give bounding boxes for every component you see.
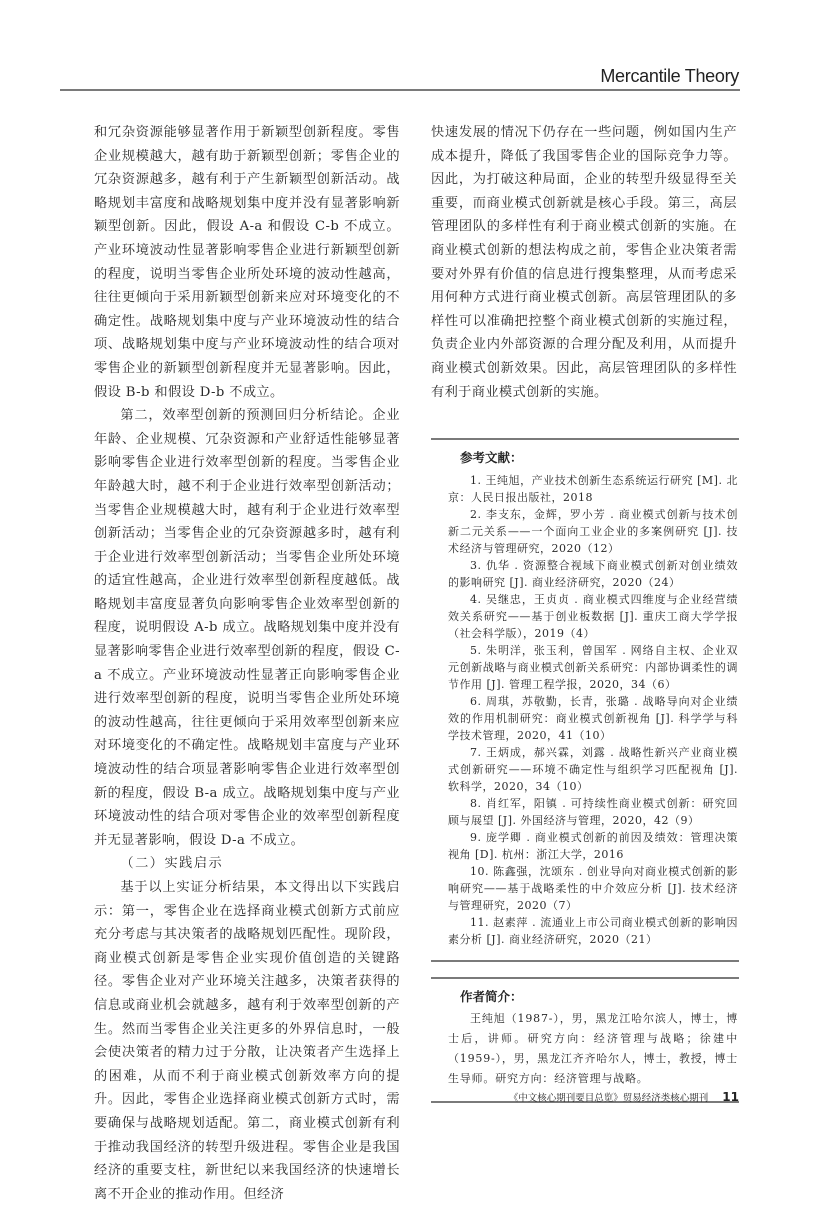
body-paragraph: 基于以上实证分析结果，本文得出以下实践启示：第一，零售企业在选择商业模式创新方式前应充分考虑与其决策者的战略规划匹配性。现阶段，商业模式创新是零售企业实现价值创造的关键路径。零售企业对产业环境关注越多，决策者获得的信息或商业机会就越多，越有利于效率型创新的产生。然而当零售企业关注更多的外界信息时，一般会使决策者的精力过于分散，让决策者产生选择上的困难，从而不利于商业模式创新效率方向的提升。因此，零售企业选择商业模式创新方式时，需要确保与战略规划适配。第二，商业模式创新有利于推动我国经济的转型升级进程。零售企业是我国经济的重要支柱，新世纪以来我国经济的快速增长离不开企业的推动作用。但经济: [94, 880, 400, 1202]
body-paragraph: 第二，效率型创新的预测回归分析结论。企业年龄、企业规模、冗杂资源和产业舒适性能够显著影响零售企业进行效率型创新的程度。当零售企业年龄越大时，越不利于企业进行效率型创新活动；当零售企业规模越大时，越有利于企业进行效率型创新活动；当零售企业的冗杂资源越多时，越有利于企业进行效率型创新活动；当零售企业所处环境的适宜性越高，企业进行效率型创新程度越低。战略规划丰富度显著负向影响零售企业效率型创新的程度，说明假设 A-b 成立。战略规划集中度并没有显著影响零售企业进行效率型创新的程度，假设 C-a 不成立。产业环境波动性显著正向影响零售企业进行效率型创新的程度，说明当零售企业所处环境的波动性越高，往往更倾向于采用效率型创新来应对环境变化的不确定性。战略规划丰富度与产业环境波动性的结合项显著影响零售企业进行效率型创新的程度，假设 B-a 成立。战略规划集中度与产业环境波动性的结合项对零售企业的效率型创新程度并无显著影响，假设 D-a 不成立。: [94, 408, 400, 848]
right-column: [431, 121, 739, 1103]
author-bio: [448, 1009, 738, 1089]
reference-item: 8. 肖红军，阳镇 . 可持续性商业模式创新：研究回顾与展望 [J]. 外国经济与管理，2020，42（9）: [448, 797, 738, 828]
reference-item: 3. 仇华 . 资源整合视域下商业模式创新对创业绩效的影响研究 [J]. 商业经济研究，2020（24）: [448, 559, 738, 590]
reference-item: 1. 王纯旭，产业技术创新生态系统运行研究 [M]. 北京：人民日报出版社，2018: [448, 474, 738, 505]
body-paragraph: 和冗杂资源能够显著作用于新颖型创新程度。零售企业规模越大，越有助于新颖型创新；零售企业的冗杂资源越多，越有利于产生新颖型创新活动。战略规划丰富度和战略规划集中度并没有显著影响新颖型创新。因此，假设 A-a 和假设 C-b 不成立。产业环境波动性显著影响零售企业进行新颖型创新的程度，说明当零售企业所处环境的波动性越高，往往更倾向于采用新颖型创新来应对环境变化的不确定性。战略规划集中度与产业环境波动性的结合项、战略规划集中度与产业环境波动性的结合项对零售企业的新颖型创新程度并无显著影响。因此，假设 B-b 和假设 D-b 不成立。: [94, 125, 400, 400]
footer-journal: 《中文核心期刊要目总览》贸易经济类核心期刊: [508, 1093, 709, 1104]
left-column: [94, 121, 400, 1206]
reference-item: 5. 朱明洋，张玉利，曾国军 . 网络自主权、企业双元创新战略与商业模式创新关系研究：内部协调柔性的调节作用 [J]. 管理工程学报，2020，34（6）: [448, 644, 738, 692]
header-rule: [60, 89, 740, 91]
references-bottom-rule: [431, 960, 739, 962]
references-list: [448, 472, 738, 948]
right-body: [431, 121, 737, 404]
reference-item: 4. 吴继忠，王贞贞 . 商业模式四维度与企业经营绩效关系研究——基于创业板数据 [J]. 重庆工商大学学报（社会科学版），2019（4）: [448, 593, 738, 641]
author-bio-title: 作者简介：: [460, 989, 523, 1005]
references-top-rule: [431, 438, 739, 440]
reference-item: 9. 庞学卿 . 商业模式创新的前因及绩效：管理决策视角 [D]. 杭州：浙江大学，2016: [448, 831, 738, 862]
page-number: 11: [722, 1090, 739, 1104]
section-subheading: （二）实践启示: [120, 856, 224, 872]
running-header-title: Mercantile Theory: [600, 66, 739, 86]
references-title: 参考文献：: [460, 450, 523, 466]
reference-item: 2. 李支东，金辉，罗小芳 . 商业模式创新与技术创新二元关系——一个面向工业企业的多案例研究 [J]. 技术经济与管理研究，2020（12）: [448, 508, 738, 556]
bio-top-rule: [431, 977, 739, 979]
reference-item: 11. 赵素萍 . 流通业上市公司商业模式创新的影响因素分析 [J]. 商业经济研究，2020（21）: [448, 916, 738, 947]
reference-item: 7. 王炳成，郝兴霖，刘露 . 战略性新兴产业商业模式创新研究——环境不确定性与组织学习匹配视角 [J]. 软科学，2020，34（10）: [448, 746, 738, 794]
body-paragraph: 快速发展的情况下仍存在一些问题，例如国内生产成本提升，降低了我国零售企业的国际竞争力等。因此，为打破这种局面，企业的转型升级显得至关重要，而商业模式创新就是核心手段。第三，高层管理团队的多样性有利于商业模式创新的实施。在商业模式创新的想法构成之前，零售企业决策者需要对外界有价值的信息进行搜集整理，从而考虑采用何种方式进行商业模式创新。高层管理团队的多样性可以准确把控整个商业模式创新的实施过程，负责企业内外部资源的合理分配及利用，从而提升商业模式创新效果。因此，高层管理团队的多样性有利于商业模式创新的实施。: [431, 125, 737, 400]
author-bio-text: 王纯旭（1987-），男，黑龙江哈尔滨人，博士，博士后，讲师。研究方向：经济管理与战略；徐建中（1959-），男，黑龙江齐齐哈尔人，博士，教授，博士生导师。研究方向：经济管理与战略。: [448, 1012, 738, 1086]
reference-item: 6. 周琪，苏敬勤，长青，张璐 . 战略导向对企业绩效的作用机制研究：商业模式创新视角 [J]. 科学学与科学技术管理，2020，41（10）: [448, 695, 738, 743]
page-footer: [509, 1090, 739, 1104]
reference-item: 10. 陈鑫强，沈颂东 . 创业导向对商业模式创新的影响研究——基于战略柔性的中介效应分析 [J]. 技术经济与管理研究，2020（7）: [448, 865, 738, 913]
